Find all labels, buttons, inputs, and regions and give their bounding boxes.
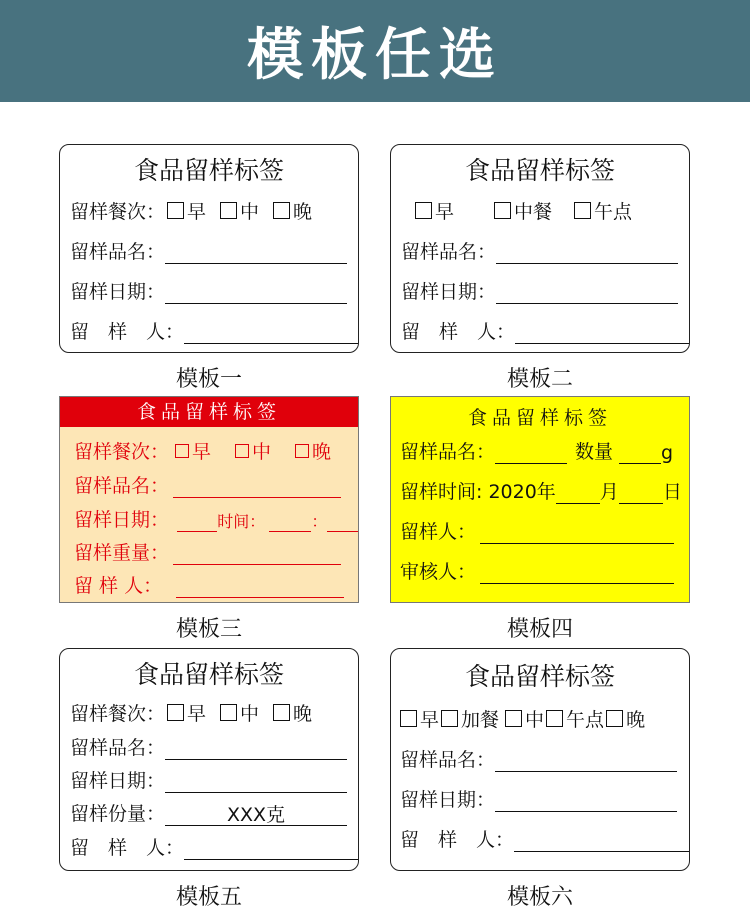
time-label: 留样时间: 2020年 <box>400 481 556 503</box>
checkbox-dinner[interactable]: 晚 <box>273 699 312 726</box>
name-label: 留样品名： <box>400 441 496 463</box>
hour-line[interactable] <box>269 517 311 532</box>
checkbox-lunch[interactable]: 中餐 <box>494 197 552 224</box>
checkbox-breakfast[interactable]: 早 <box>167 699 206 726</box>
template-2-name-row <box>401 237 689 264</box>
person-line[interactable] <box>515 323 689 344</box>
checkbox-dinner[interactable]: 晚 <box>273 197 312 224</box>
date-label: 留样日期： <box>401 281 497 303</box>
date-line[interactable] <box>496 283 678 304</box>
reviewer-line[interactable] <box>480 567 674 584</box>
template-4-reviewer-row <box>400 557 689 584</box>
template-1-title: 食品留样标签 <box>133 156 284 185</box>
template-1-caption: 模板一 <box>175 367 242 392</box>
portion-value[interactable]: XXX克 <box>165 805 347 826</box>
meal-label: 留样餐次： <box>70 201 166 223</box>
name-label: 留样品名： <box>400 749 496 771</box>
banner <box>0 0 750 102</box>
quantity-line[interactable] <box>619 447 661 464</box>
person-line[interactable] <box>184 839 358 860</box>
date-label: 留样日期： <box>70 281 166 303</box>
person-line[interactable] <box>514 831 689 852</box>
checkbox-lunch[interactable]: 中 <box>220 699 259 726</box>
minute-line[interactable] <box>327 517 358 532</box>
template-2-title: 食品留样标签 <box>464 156 615 185</box>
template-6-person-row <box>400 825 689 852</box>
name-label: 留样品名： <box>401 241 497 263</box>
template-5-title: 食品留样标签 <box>133 660 284 689</box>
name-line[interactable] <box>496 243 678 264</box>
date-label: 留样日期： <box>74 509 170 531</box>
template-2-meal-row <box>415 197 689 224</box>
person-label: 留 样 人： <box>74 575 163 597</box>
quantity-label: 数量 <box>575 441 614 463</box>
template-6-meal-row <box>400 705 689 732</box>
meal-label: 留样餐次： <box>70 703 166 725</box>
weight-line[interactable] <box>173 550 341 565</box>
portion-label: 留样份量： <box>70 803 166 825</box>
template-5-card[interactable] <box>59 648 359 871</box>
template-1-person-row <box>70 317 358 344</box>
person-label: 留样人： <box>400 521 477 543</box>
template-4-card[interactable] <box>390 396 690 603</box>
name-label: 留样品名： <box>70 241 166 263</box>
name-line[interactable] <box>173 483 341 498</box>
month-line[interactable] <box>556 487 600 504</box>
template-3-meal-row <box>74 437 358 464</box>
checkbox-dinner[interactable]: 晚 <box>606 705 645 732</box>
template-3-date-row <box>74 505 358 532</box>
template-2-person-row <box>401 317 689 344</box>
reviewer-label: 审核人： <box>400 561 477 583</box>
template-4-person-row <box>400 517 689 544</box>
name-line[interactable] <box>495 751 677 772</box>
template-5-caption: 模板五 <box>175 885 242 910</box>
template-4-header: 食品留样标签 <box>467 407 612 429</box>
template-4-caption: 模板四 <box>506 617 573 642</box>
template-3-card[interactable] <box>59 396 359 603</box>
template-1-meal-row <box>70 197 358 224</box>
template-3-header: 食品留样标签 <box>60 397 358 427</box>
checkbox-snack[interactable]: 午点 <box>574 197 632 224</box>
weight-label: 留样重量： <box>74 542 170 564</box>
name-line[interactable] <box>165 739 347 760</box>
template-3-weight-row <box>74 538 358 565</box>
checkbox-breakfast[interactable]: 早 <box>175 437 211 464</box>
person-label: 留 样 人： <box>401 321 516 343</box>
time-label: 时间： <box>217 512 266 531</box>
checkbox-lunch[interactable]: 中 <box>220 197 259 224</box>
name-line[interactable] <box>165 243 347 264</box>
date-line[interactable] <box>495 791 677 812</box>
template-1-card[interactable] <box>59 144 359 353</box>
date-label: 留样日期： <box>400 789 496 811</box>
template-4-time-row <box>400 477 689 504</box>
checkbox-breakfast[interactable]: 早 <box>167 197 206 224</box>
template-1-name-row <box>70 237 358 264</box>
template-1-date-row <box>70 277 358 304</box>
template-3-caption: 模板三 <box>175 617 242 642</box>
checkbox-breakfast[interactable]: 早 <box>400 705 439 732</box>
date-line[interactable] <box>165 283 347 304</box>
banner-title: 模板任选 <box>247 23 503 88</box>
quantity-unit: g <box>661 442 674 464</box>
meal-label: 留样餐次： <box>74 441 170 463</box>
template-3-name-row <box>74 471 358 498</box>
template-2-card[interactable] <box>390 144 690 353</box>
template-6-name-row <box>400 745 689 772</box>
checkbox-afternoon-snack[interactable]: 午点 <box>546 705 604 732</box>
date-line[interactable] <box>165 772 347 793</box>
template-5-portion-row <box>70 799 358 826</box>
person-line[interactable] <box>176 583 344 598</box>
person-label: 留 样 人： <box>400 829 515 851</box>
template-5-person-row <box>70 833 358 860</box>
template-6-caption: 模板六 <box>506 885 573 910</box>
name-label: 留样品名： <box>74 475 170 497</box>
template-2-date-row <box>401 277 689 304</box>
person-label: 留 样 人： <box>70 321 185 343</box>
template-4-name-row <box>400 437 689 464</box>
template-5-name-row <box>70 733 358 760</box>
checkbox-snack-extra[interactable]: 加餐 <box>441 705 499 732</box>
template-6-title: 食品留样标签 <box>464 662 615 691</box>
time-separator: ： <box>311 512 328 531</box>
day-line[interactable] <box>619 487 663 504</box>
name-line[interactable] <box>495 447 567 464</box>
template-6-date-row <box>400 785 689 812</box>
template-5-date-row <box>70 766 358 793</box>
template-6-card[interactable] <box>390 648 690 871</box>
day-label: 日 <box>662 481 682 503</box>
month-label: 月 <box>599 481 619 503</box>
person-line[interactable] <box>184 323 358 344</box>
name-label: 留样品名： <box>70 737 166 759</box>
template-5-meal-row <box>70 699 358 726</box>
person-label: 留 样 人： <box>70 837 185 859</box>
checkbox-lunch[interactable]: 中 <box>505 705 544 732</box>
date-label: 留样日期： <box>70 770 166 792</box>
template-2-caption: 模板二 <box>506 367 573 392</box>
person-line[interactable] <box>480 527 674 544</box>
checkbox-dinner[interactable]: 晚 <box>295 437 331 464</box>
template-3-person-row <box>74 571 358 598</box>
checkbox-lunch[interactable]: 中 <box>235 437 271 464</box>
date-line[interactable] <box>177 517 217 532</box>
checkbox-breakfast[interactable]: 早 <box>415 197 454 224</box>
